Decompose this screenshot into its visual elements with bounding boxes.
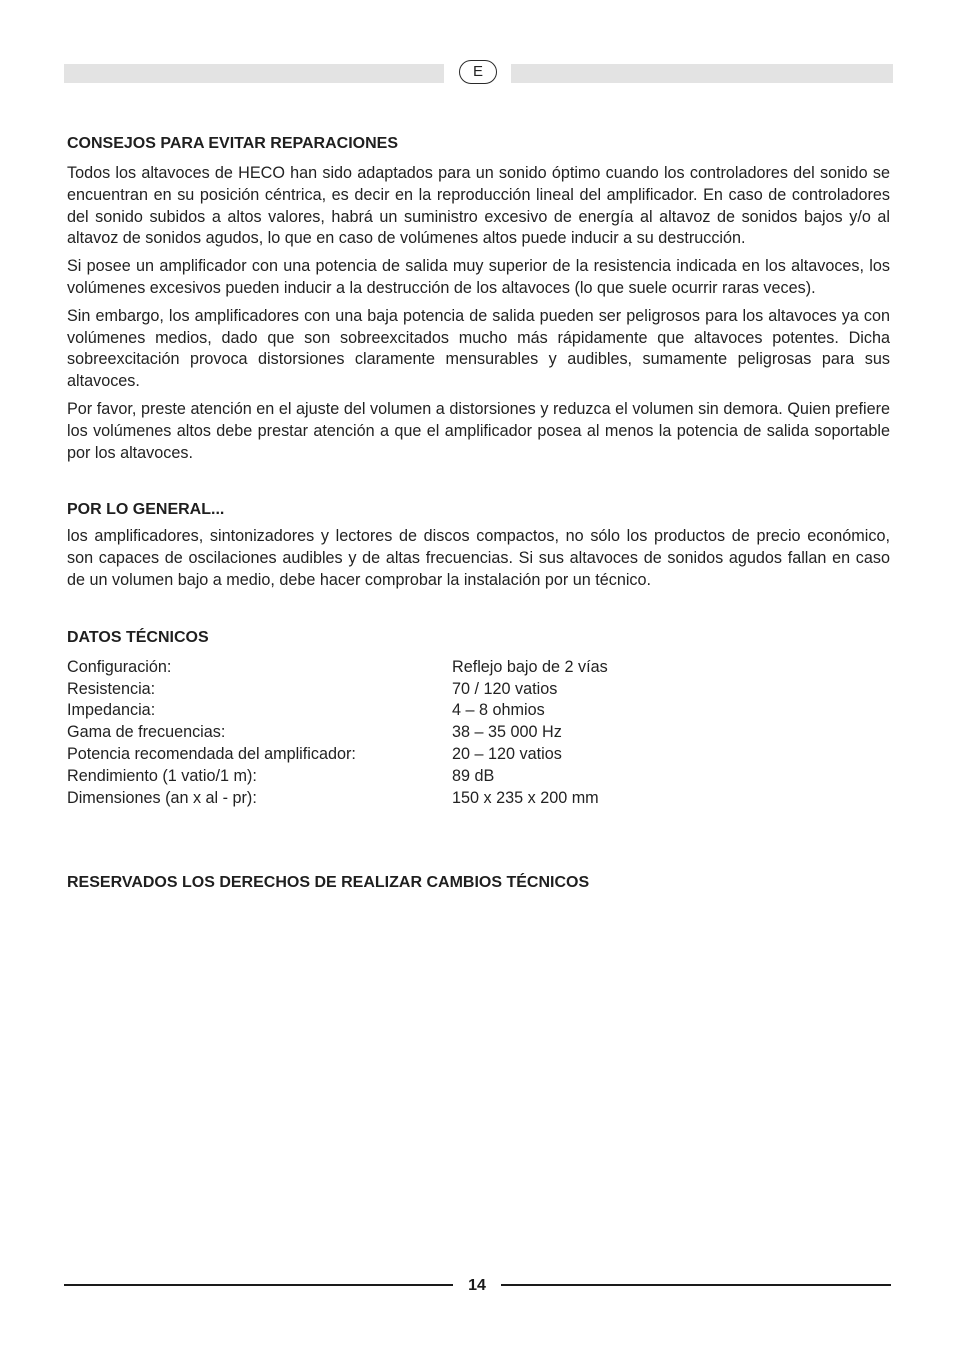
spec-row	[67, 679, 890, 701]
footer-rule-right	[501, 1284, 891, 1286]
technical-changes-notice: RESERVADOS LOS DERECHOS DE REALIZAR CAMBIOS TÉCNICOS	[67, 874, 590, 891]
spec-row	[67, 657, 890, 679]
footer-rule-left	[64, 1284, 453, 1286]
spec-label: Dimensiones (an x al - pr):	[67, 788, 257, 807]
spec-row	[67, 744, 890, 766]
spec-value: 150 x 235 x 200 mm	[452, 788, 599, 807]
spec-row	[67, 766, 890, 788]
header-bar-right	[511, 64, 893, 83]
section-title: CONSEJOS PARA EVITAR REPARACIONES	[67, 135, 399, 152]
spec-row	[67, 722, 890, 744]
paragraph: Sin embargo, los amplificadores con una baja potencia de salida pueden ser peligrosos para los altavoces ya con volúmenes medios, dado que son sobreexcitados mucho más rápidamente que altavoces potentes. Dicha sobreexcitación provoca distorsiones claramente mensurables y audibles, sumamente peligrosas para sus altavoces.	[67, 306, 890, 391]
spec-value: 20 – 120 vatios	[452, 744, 562, 763]
language-badge: E	[459, 60, 497, 84]
spec-label: Resistencia:	[67, 679, 156, 698]
section-title: DATOS TÉCNICOS	[67, 628, 209, 646]
section-repair-tips	[67, 134, 890, 464]
page-content	[67, 134, 890, 809]
spec-row	[67, 788, 890, 810]
paragraph: Si posee un amplificador con una potencia de salida muy superior de la resistencia indicada en los altavoces, los volúmenes excesivos pueden inducir a la destrucción de los altavoces (lo que suele ocurrir raras veces).	[67, 257, 890, 297]
spec-label: Rendimiento (1 vatio/1 m):	[67, 766, 257, 785]
spec-value: 38 – 35 000 Hz	[452, 723, 562, 742]
spec-label: Potencia recomendada del amplificador:	[67, 744, 356, 763]
spec-label: Impedancia:	[67, 701, 156, 720]
spec-value: Reflejo bajo de 2 vías	[452, 657, 608, 676]
paragraph: los amplificadores, sintonizadores y lectores de discos compactos, no sólo los productos de precio económico, son capaces de oscilaciones audibles y de altas frecuencias. Si sus altavoces de sonidos agudos fallan en caso de un volumen bajo a medio, debe hacer comprobar la instalación por un técnico.	[67, 527, 890, 589]
paragraph: Todos los altavoces de HECO han sido adaptados para un sonido óptimo cuando los controladores del sonido se encuentran en su posición céntrica, es decir en la reproducción lineal del amplificador. En caso de controladores del sonido subidos a altos valores, habrá un suministro excesivo de energía al altavoz de sonidos bajos y/o al altavoz de sonidos agudos, lo que en caso de volúmenes altos puede inducir a su destrucción.	[67, 164, 890, 248]
spec-value: 89 dB	[452, 766, 495, 785]
spec-row	[67, 700, 890, 722]
section-technical-data	[67, 628, 890, 810]
page-number: 14	[468, 1277, 486, 1294]
paragraph: Por favor, preste atención en el ajuste del volumen a distorsiones y reduzca el volumen sin demora. Quien prefiere los volúmenes altos debe prestar atención a que el amplificador posea al menos la potencia de salida soportable por los altavoces.	[67, 399, 890, 462]
header-bar-left	[64, 64, 444, 83]
section-title: POR LO GENERAL...	[67, 501, 225, 519]
spec-label: Gama de frecuencias:	[67, 723, 226, 742]
spec-label: Configuración:	[67, 657, 172, 676]
section-general	[67, 500, 890, 591]
spec-value: 4 – 8 ohmios	[452, 701, 545, 720]
spec-value: 70 / 120 vatios	[452, 679, 558, 698]
